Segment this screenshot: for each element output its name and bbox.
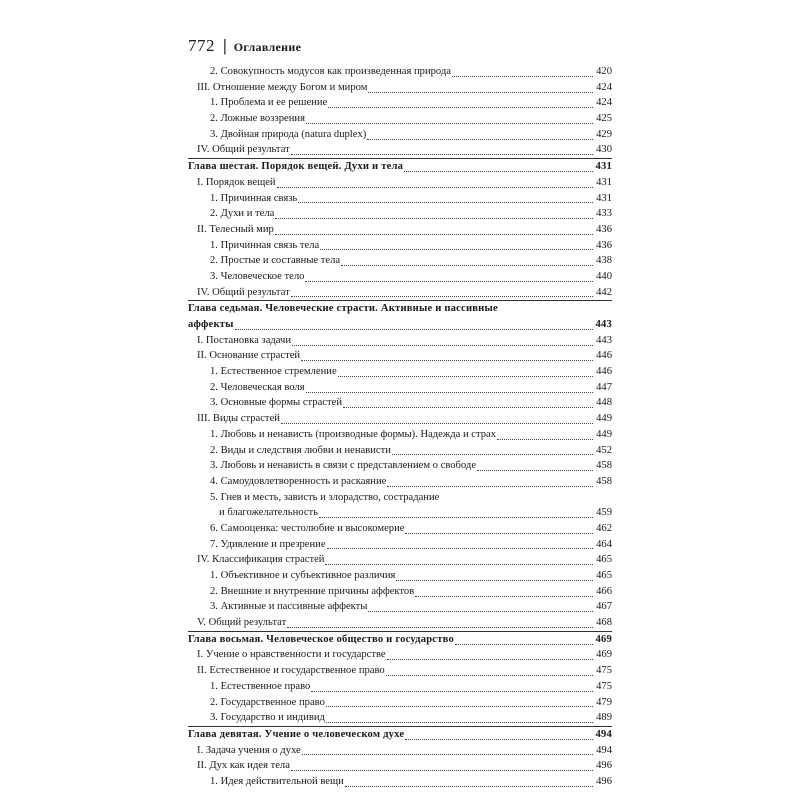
- toc-entry[interactable]: [188, 111, 612, 127]
- toc-entry-title: 1. Причинная связь: [210, 192, 298, 204]
- leader-dots: [341, 256, 593, 266]
- toc-page-number: 475: [596, 665, 612, 677]
- toc-page-number: 462: [596, 522, 612, 534]
- toc-entry[interactable]: [188, 222, 612, 238]
- toc-entry[interactable]: [188, 238, 612, 254]
- toc-page-number: 449: [596, 428, 612, 440]
- toc-entry[interactable]: [188, 333, 612, 349]
- toc-entry-title: II. Естественное и государственное право: [197, 665, 385, 677]
- leader-dots: [235, 320, 593, 330]
- toc-entry-title: 7. Удивление и презрение: [210, 538, 326, 550]
- toc-entry-continuation: и благожелательность: [219, 507, 318, 519]
- leader-dots: [305, 272, 593, 282]
- toc-page-number: 447: [596, 381, 612, 393]
- toc-entry[interactable]: [188, 395, 612, 411]
- toc-entry-title: Глава шестая. Порядок вещей. Духи и тела: [188, 161, 404, 173]
- toc-entry[interactable]: [188, 206, 612, 222]
- toc-page-number: 466: [596, 585, 612, 597]
- toc-entry[interactable]: [188, 568, 612, 584]
- toc-entry-title: 4. Самоудовлетворенность и раскаяние: [210, 475, 387, 487]
- toc-page-number: 459: [596, 507, 612, 519]
- toc-entry-title: I. Постановка задачи: [197, 334, 292, 346]
- toc-entry-title: I. Задача учения о духе: [197, 744, 301, 756]
- toc-entry-title: V. Общий результат: [197, 617, 287, 629]
- toc-entry-title: 1. Идея действительной вещи: [210, 775, 344, 787]
- toc-page-number: 431: [596, 176, 612, 188]
- table-of-contents: [188, 64, 612, 790]
- leader-dots: [452, 67, 593, 77]
- toc-entry-title: I. Порядок вещей: [197, 176, 276, 188]
- toc-page-number: 440: [596, 270, 612, 282]
- leader-dots: [387, 477, 593, 487]
- leader-dots: [368, 602, 593, 612]
- toc-page-number: 429: [596, 128, 612, 140]
- leader-dots: [291, 761, 593, 771]
- leader-dots: [275, 209, 593, 219]
- leader-dots: [306, 383, 593, 393]
- toc-entry-continuation: аффекты: [188, 319, 234, 330]
- toc-entry-title: 1. Любовь и ненависть (производные формы). Надежда и страх: [210, 428, 497, 440]
- leader-dots: [328, 98, 593, 108]
- toc-entry-title: 1. Естественное стремление: [210, 366, 337, 378]
- toc-chapter[interactable]: [188, 158, 612, 175]
- toc-entry-title: 2. Внешние и внутренние причины аффектов: [210, 585, 415, 597]
- leader-dots: [292, 336, 593, 346]
- leader-dots: [396, 571, 593, 581]
- toc-page-number: 449: [596, 413, 612, 425]
- toc-entry-title: IV. Общий результат: [197, 144, 290, 156]
- leader-dots: [405, 730, 593, 740]
- toc-entry[interactable]: [188, 64, 612, 80]
- leader-dots: [281, 414, 593, 424]
- toc-entry[interactable]: [188, 695, 612, 711]
- toc-entry-title: 2. Ложные воззрения: [210, 113, 305, 125]
- toc-entry[interactable]: [188, 364, 612, 380]
- toc-entry-title: III. Отношение между Богом и миром: [197, 81, 368, 93]
- toc-entry[interactable]: [188, 458, 612, 474]
- leader-dots: [298, 193, 593, 203]
- toc-page-number: 446: [596, 366, 612, 378]
- leader-dots: [311, 682, 593, 692]
- leader-dots: [277, 178, 593, 188]
- leader-dots: [415, 587, 593, 597]
- leader-dots: [287, 618, 593, 628]
- toc-page-number: 479: [596, 696, 612, 708]
- leader-dots: [306, 114, 593, 124]
- toc-entry[interactable]: [188, 710, 612, 726]
- toc-page-number: 465: [596, 554, 612, 566]
- toc-chapter[interactable]: [188, 726, 612, 743]
- toc-entry[interactable]: [188, 663, 612, 679]
- leader-dots: [392, 445, 593, 455]
- toc-page-number: 458: [596, 460, 612, 472]
- toc-entry-title: Глава девятая. Учение о человеческом духе: [188, 728, 405, 740]
- toc-page-number: 496: [596, 760, 612, 772]
- toc-entry-title: 3. Государство и индивид: [210, 712, 325, 724]
- toc-entry[interactable]: [188, 443, 612, 459]
- toc-page-number: 467: [596, 601, 612, 613]
- toc-entry[interactable]: [188, 615, 612, 631]
- toc-page-number: 494: [595, 728, 612, 740]
- toc-entry[interactable]: [188, 411, 612, 427]
- leader-dots: [326, 713, 593, 723]
- leader-dots: [291, 287, 593, 297]
- leader-dots: [326, 697, 593, 707]
- toc-entry[interactable]: [188, 521, 612, 537]
- toc-entry-title: II. Основание страстей: [197, 350, 301, 362]
- leader-dots: [404, 162, 593, 172]
- toc-entry[interactable]: [188, 348, 612, 364]
- toc-page-number: 489: [596, 712, 612, 724]
- toc-page-number: 442: [596, 286, 612, 298]
- toc-entry-title: 6. Самооценка: честолюбие и высокомерие: [210, 522, 405, 534]
- toc-page-number: 430: [596, 144, 612, 156]
- toc-entry[interactable]: [188, 127, 612, 143]
- leader-dots: [343, 398, 593, 408]
- leader-dots: [325, 555, 593, 565]
- toc-entry-title: I. Учение о нравственности и государстве: [197, 649, 386, 661]
- toc-page-number: 448: [596, 397, 612, 409]
- toc-entry-title: 2. Совокупность модусов как произведенная природа: [210, 66, 451, 77]
- leader-dots: [405, 524, 593, 534]
- toc-entry[interactable]: [188, 269, 612, 285]
- leader-dots: [319, 508, 593, 518]
- toc-page-number: 469: [596, 649, 612, 661]
- toc-entry[interactable]: [188, 191, 612, 207]
- leader-dots: [455, 635, 593, 645]
- toc-page-number: 446: [596, 350, 612, 362]
- toc-entry[interactable]: [188, 253, 612, 269]
- toc-page-number: 475: [596, 680, 612, 692]
- toc-entry-title: Глава восьмая. Человеческое общество и государство: [188, 633, 454, 645]
- toc-page-number: 469: [595, 633, 612, 645]
- toc-entry-title: 1. Причинная связь тела: [210, 239, 320, 251]
- toc-entry[interactable]: [188, 552, 612, 568]
- toc-entry-title: 3. Любовь и ненависть в связи с представлением о свободе: [210, 460, 477, 472]
- toc-entry-title: 3. Двойная природа (natura duplex): [210, 128, 367, 140]
- toc-page-number: 443: [595, 319, 612, 330]
- running-head: [188, 36, 612, 60]
- leader-dots: [367, 130, 593, 140]
- toc-page-number: 424: [596, 81, 612, 93]
- toc-entry[interactable]: [188, 584, 612, 600]
- leader-dots: [345, 777, 593, 787]
- leader-dots: [275, 225, 593, 235]
- toc-entry-title: 1. Естественное право: [210, 680, 311, 692]
- toc-entry-title: IV. Общий результат: [197, 286, 290, 298]
- toc-page-number: 431: [596, 192, 612, 204]
- toc-page-number: 424: [596, 97, 612, 109]
- book-page: [188, 36, 612, 790]
- toc-page-number: 443: [596, 334, 612, 346]
- toc-page-number: 420: [596, 66, 612, 77]
- toc-entry[interactable]: [188, 537, 612, 553]
- toc-entry[interactable]: [188, 175, 612, 191]
- toc-entry-title: 2. Человеческая воля: [210, 381, 305, 393]
- leader-dots: [301, 351, 593, 361]
- toc-entry[interactable]: [188, 142, 612, 158]
- toc-entry-title: 3. Активные и пассивные аффекты: [210, 601, 368, 613]
- toc-page-number: 433: [596, 208, 612, 220]
- toc-page-number: 431: [595, 161, 612, 173]
- toc-page-number: 458: [596, 475, 612, 487]
- header-separator: |: [223, 36, 227, 55]
- toc-entry-title: 2. Духи и тела: [210, 208, 275, 220]
- toc-entry-title: 3. Человеческое тело: [210, 270, 305, 282]
- leader-dots: [387, 650, 593, 660]
- toc-page-number: 452: [596, 444, 612, 456]
- toc-chapter[interactable]: [188, 317, 612, 333]
- toc-page-number: 425: [596, 113, 612, 125]
- toc-entry[interactable]: [188, 679, 612, 695]
- leader-dots: [368, 83, 593, 93]
- toc-page-number: 494: [596, 744, 612, 756]
- toc-chapter-title: Глава седьмая. Человеческие страсти. Активные и пассивные: [188, 300, 612, 317]
- toc-entry[interactable]: [188, 285, 612, 301]
- toc-entry-title: IV. Классификация страстей: [197, 554, 325, 566]
- toc-entry[interactable]: [188, 758, 612, 774]
- toc-entry-title: 3. Основные формы страстей: [210, 397, 342, 409]
- toc-page-number: 465: [596, 570, 612, 581]
- toc-entry[interactable]: [188, 743, 612, 759]
- toc-entry-title: 2. Простые и составные тела: [210, 255, 341, 267]
- toc-chapter[interactable]: [188, 631, 612, 648]
- leader-dots: [291, 145, 593, 155]
- toc-entry-title: 2. Виды и следствия любви и ненависти: [210, 444, 391, 456]
- leader-dots: [327, 539, 593, 549]
- toc-entry-title: 1. Проблема и ее решение: [210, 97, 328, 109]
- leader-dots: [477, 461, 593, 471]
- toc-entry[interactable]: [188, 774, 612, 790]
- toc-entry-title: II. Телесный мир: [197, 223, 274, 235]
- toc-page-number: 436: [596, 223, 612, 235]
- leader-dots: [338, 367, 593, 377]
- toc-entry[interactable]: [188, 95, 612, 111]
- leader-dots: [320, 240, 593, 250]
- toc-entry-title: 1. Объективное и субъективное различия: [210, 570, 396, 581]
- toc-page-number: 438: [596, 255, 612, 267]
- toc-entry[interactable]: [188, 599, 612, 615]
- toc-entry[interactable]: [188, 80, 612, 96]
- toc-entry-title: 5. Гнев и месть, зависть и злорадство, сострадание: [210, 491, 440, 503]
- toc-entry-title: II. Дух как идея тела: [197, 760, 290, 772]
- leader-dots: [386, 666, 593, 676]
- toc-entry-title: III. Виды страстей: [197, 413, 280, 425]
- toc-page-number: 464: [596, 538, 612, 550]
- toc-entry[interactable]: [188, 427, 612, 443]
- toc-entry-title: 2. Государственное право: [210, 696, 325, 708]
- toc-page-number: 496: [596, 775, 612, 787]
- toc-entry[interactable]: [188, 474, 612, 490]
- toc-entry[interactable]: [188, 647, 612, 663]
- toc-entry[interactable]: [188, 380, 612, 396]
- toc-entry[interactable]: [188, 505, 612, 521]
- page-number: 772: [188, 36, 215, 55]
- leader-dots: [302, 745, 593, 755]
- toc-page-number: 468: [596, 617, 612, 629]
- leader-dots: [497, 430, 593, 440]
- running-title: Оглавление: [233, 40, 302, 54]
- toc-page-number: 436: [596, 239, 612, 251]
